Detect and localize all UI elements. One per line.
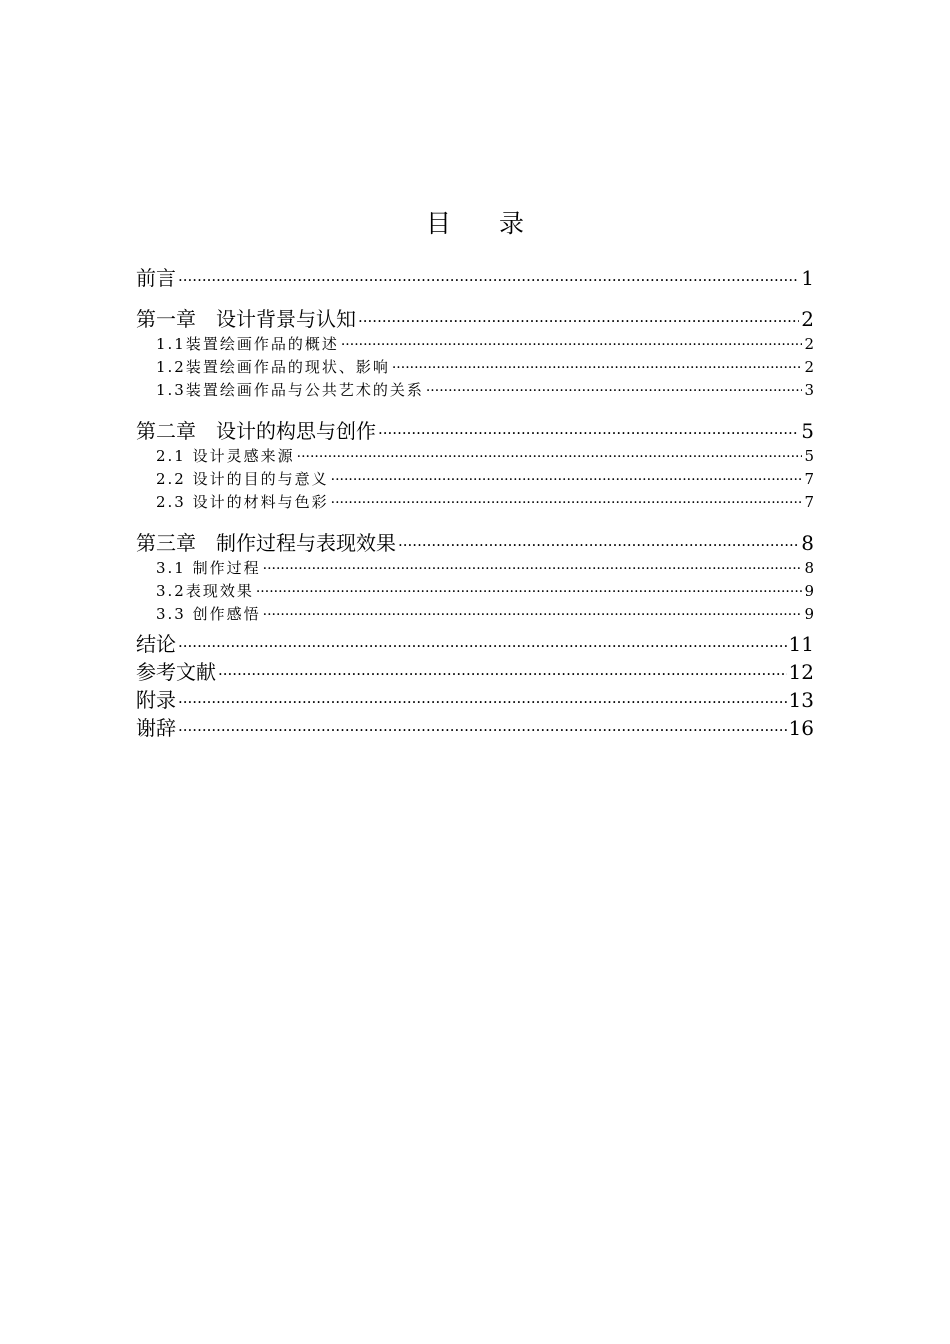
toc-entry-section-2-1[interactable] [156, 449, 814, 464]
toc-entry-label: 第三章 制作过程与表现效果 [136, 531, 396, 555]
toc-leader-dots [178, 723, 787, 738]
toc-entry-label: 第一章 设计背景与认知 [136, 307, 356, 331]
toc-entry-section-1-1[interactable] [156, 337, 814, 352]
toc-entry-conclusion[interactable] [136, 634, 814, 654]
toc-leader-dots [256, 585, 803, 599]
toc-leader-dots [341, 338, 803, 352]
toc-entry-page: 5 [804, 447, 814, 465]
toc-entry-page: 5 [801, 419, 814, 443]
toc-leader-dots [263, 608, 803, 622]
toc-entry-section-3-2[interactable] [156, 584, 814, 599]
toc-entry-page: 11 [788, 632, 814, 656]
toc-entry-section-1-3[interactable] [156, 383, 814, 398]
toc-entry-label: 3.1 制作过程 [156, 559, 261, 577]
toc-leader-dots [263, 562, 803, 576]
toc-entry-page: 2 [801, 307, 814, 331]
toc-entry-chapter-1[interactable] [136, 309, 814, 329]
toc-leader-dots [392, 361, 803, 375]
toc-entry-page: 13 [788, 688, 814, 712]
toc-entry-label: 2.3 设计的材料与色彩 [156, 493, 329, 511]
toc-entry-page: 7 [804, 493, 814, 511]
toc-entry-page: 1 [801, 266, 814, 290]
toc-entry-page: 3 [804, 381, 814, 399]
toc-leader-dots [331, 496, 803, 510]
toc-leader-dots [331, 473, 803, 487]
toc-leader-dots [178, 639, 787, 654]
toc-leader-dots [218, 667, 787, 682]
toc-leader-dots [178, 695, 787, 710]
toc-entry-section-1-2[interactable] [156, 360, 814, 375]
toc-leader-dots [178, 273, 799, 288]
toc-leader-dots [378, 426, 799, 441]
toc-entry-page: 2 [804, 335, 814, 353]
toc-entry-label: 3.2表现效果 [156, 582, 254, 600]
toc-entry-page: 12 [788, 660, 814, 684]
toc-entry-chapter-2[interactable] [136, 421, 814, 441]
toc-leader-dots [426, 384, 803, 398]
toc-entry-label: 1.1装置绘画作品的概述 [156, 335, 339, 353]
toc-entry-acknowledgements[interactable] [136, 718, 814, 738]
toc-entry-page: 8 [801, 531, 814, 555]
toc-entry-label: 结论 [136, 632, 176, 656]
toc-entry-page: 7 [804, 470, 814, 488]
toc-entry-appendix[interactable] [136, 690, 814, 710]
toc-entry-label: 1.2装置绘画作品的现状、影响 [156, 358, 390, 376]
toc-entry-page: 9 [804, 605, 814, 623]
toc-entry-section-3-3[interactable] [156, 607, 814, 622]
toc-entry-page: 8 [804, 559, 814, 577]
toc-entry-preface[interactable] [136, 268, 814, 288]
toc-entry-page: 9 [804, 582, 814, 600]
toc-entry-references[interactable] [136, 662, 814, 682]
toc-entry-label: 参考文献 [136, 660, 216, 684]
toc-title: 目录 [425, 209, 572, 238]
toc-entry-label: 2.1 设计灵感来源 [156, 447, 295, 465]
toc-entry-page: 16 [788, 716, 814, 740]
toc-entry-label: 1.3装置绘画作品与公共艺术的关系 [156, 381, 424, 399]
toc-leader-dots [358, 314, 799, 329]
toc-entry-label: 谢辞 [136, 716, 176, 740]
toc-leader-dots [398, 538, 799, 553]
toc-entry-label: 第二章 设计的构思与创作 [136, 419, 376, 443]
toc-entry-section-2-2[interactable] [156, 472, 814, 487]
toc-entry-section-3-1[interactable] [156, 561, 814, 576]
toc-entry-label: 2.2 设计的目的与意义 [156, 470, 329, 488]
toc-leader-dots [297, 450, 803, 464]
toc-entry-chapter-3[interactable] [136, 533, 814, 553]
toc-entry-section-2-3[interactable] [156, 495, 814, 510]
toc-entry-label: 3.3 创作感悟 [156, 605, 261, 623]
toc-entry-label: 前言 [136, 266, 176, 290]
toc-entry-page: 2 [804, 358, 814, 376]
toc-entry-label: 附录 [136, 688, 176, 712]
